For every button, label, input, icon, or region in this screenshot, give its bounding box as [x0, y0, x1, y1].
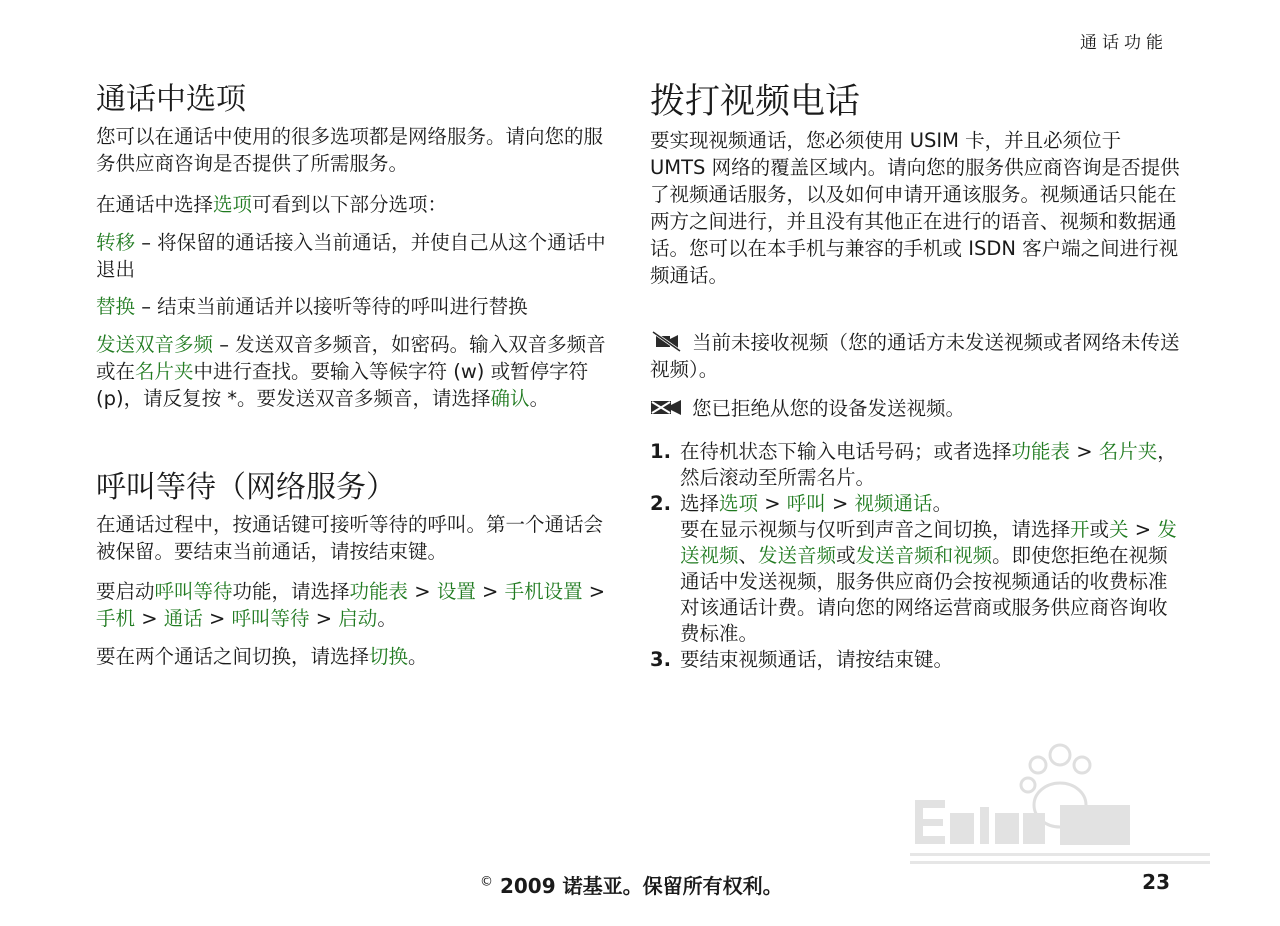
text: 或	[836, 544, 856, 567]
copyright-text: 2009 诺基亚。保留所有权利。	[493, 874, 783, 898]
text: 。	[529, 387, 550, 410]
paragraph-switch	[96, 643, 616, 670]
term-transfer: 转移	[96, 231, 136, 254]
term-phone-settings: 手机设置	[504, 580, 583, 603]
text: – 发送双音多频音，如密码。输入双音多频音或在	[96, 333, 606, 383]
sep: >	[1128, 518, 1158, 541]
term-send-video: 发送视频	[680, 518, 1177, 567]
step-3	[650, 647, 1180, 673]
baidu-jingyan-watermark-logo	[910, 735, 1210, 875]
text: 。	[932, 492, 953, 515]
text: ，然后滚动至所需名片。	[680, 440, 1177, 489]
term-contacts: 名片夹	[135, 360, 194, 383]
sep: >	[758, 492, 787, 515]
text: 要在显示视频与仅听到声音之间切换，请选择	[680, 518, 1071, 541]
note-video-not-received	[650, 329, 1180, 383]
option-send-dtmf	[96, 331, 616, 412]
page-number: 23	[1142, 870, 1170, 894]
term-send-audio: 发送音频	[758, 544, 837, 567]
term-send-audio-video: 发送音频和视频	[855, 544, 993, 567]
text: 功能，请选择	[232, 580, 350, 603]
term-video-call: 视频通话	[854, 492, 933, 515]
text: 。即使您拒绝在视频通话中发送视频，服务供应商仍会按视频通话的收费标准对该通话计费。请向您的网络运营商或服务供应商咨询收费标准。	[680, 544, 1168, 645]
note-video-refused	[650, 395, 1180, 422]
copyright-footer	[480, 870, 783, 899]
sep: >	[408, 580, 437, 603]
text: 要启动	[96, 580, 155, 603]
copyright-symbol: ©	[480, 874, 493, 890]
term-phone: 手机	[96, 607, 136, 630]
sep: >	[309, 607, 339, 630]
term-contacts: 名片夹	[1098, 440, 1158, 463]
text: – 将保留的通话接入当前通话，并使自己从这个通话中退出	[96, 231, 606, 281]
term-options: 选项	[213, 193, 253, 216]
term-call-waiting-2: 呼叫等待	[231, 607, 310, 630]
steps-list	[650, 439, 1180, 673]
option-transfer	[96, 229, 616, 283]
term-on: 开	[1070, 518, 1090, 541]
sep: >	[1070, 440, 1099, 463]
section-title-call-options: 通话中选项	[96, 82, 246, 117]
section-title-call-waiting: 呼叫等待（网络服务）	[96, 470, 396, 505]
text: 在待机状态下输入电话号码；或者选择	[680, 440, 1012, 463]
term-menu: 功能表	[349, 580, 409, 603]
sep: >	[825, 492, 855, 515]
section-title-video-call: 拨打视频电话	[650, 82, 861, 122]
term-replace: 替换	[96, 295, 136, 318]
text: 在通话中选择	[96, 193, 214, 216]
paragraph-select-options	[96, 191, 616, 218]
step-number: 3.	[650, 648, 671, 671]
paragraph-video-intro: 要实现视频通话，您必须使用 USIM 卡，并且必须位于 UMTS 网络的覆盖区域内。请向您的服务供应商咨询是否提供了视频通话服务，以及如何申请开通该服务。视频通话只能在两方之间进行，并且没有其他正在进行的语音、视频和数据通话。您可以在本手机与兼容的手机或 ISDN 客户端之间进行视频通话。	[650, 129, 1180, 287]
note-text: 您已拒绝从您的设备发送视频。	[692, 397, 966, 420]
paragraph-intro: 您可以在通话中使用的很多选项都是网络服务。请向您的服务供应商咨询是否提供了所需服务。	[96, 125, 604, 175]
sep: >	[475, 580, 505, 603]
video-blocked-icon	[650, 396, 684, 418]
text: 或	[1089, 518, 1110, 541]
option-replace	[96, 293, 616, 320]
text: 、	[738, 544, 759, 567]
term-switch: 切换	[369, 645, 409, 668]
term-settings: 设置	[436, 580, 476, 603]
term-activate: 启动	[338, 607, 378, 630]
sep: >	[202, 607, 232, 630]
term-menu: 功能表	[1011, 440, 1071, 463]
paragraph-call-waiting: 在通话过程中，按通话键可接听等待的呼叫。第一个通话会被保留。要结束当前通话，请按结束键。	[96, 513, 604, 563]
text: 。	[377, 607, 397, 630]
term-options: 选项	[719, 492, 759, 515]
sep: >	[135, 607, 164, 630]
text: 要结束视频通话，请按结束键。	[680, 648, 954, 671]
page-header: 通话功能	[1080, 33, 1168, 53]
term-off: 关	[1109, 518, 1129, 541]
sep: >	[582, 580, 606, 603]
text: 要在两个通话之间切换，请选择	[96, 645, 370, 668]
term-confirm: 确认	[490, 387, 530, 410]
text: 中进行查找。要输入等候字符 (w) 或暂停字符 (p)，请反复按 *。要发送双音多频音，请选择	[96, 360, 589, 410]
step-number: 2.	[650, 492, 671, 515]
paragraph-activate-waiting	[96, 578, 616, 632]
note-text: 当前未接收视频（您的通话方未发送视频或者网络未传送视频）。	[650, 331, 1180, 381]
camera-off-icon	[650, 330, 684, 352]
term-call: 呼叫	[786, 492, 826, 515]
text: – 结束当前通话并以接听等待的呼叫进行替换	[135, 295, 528, 318]
text: 可看到以下部分选项：	[252, 193, 448, 216]
step-2	[650, 491, 1180, 647]
text: 选择	[680, 492, 720, 515]
term-call: 通话	[163, 607, 203, 630]
step-1	[650, 439, 1180, 491]
text: 。	[408, 645, 428, 668]
step-number: 1.	[650, 440, 671, 463]
term-send-dtmf: 发送双音多频	[96, 333, 214, 356]
term-call-waiting: 呼叫等待	[154, 580, 233, 603]
